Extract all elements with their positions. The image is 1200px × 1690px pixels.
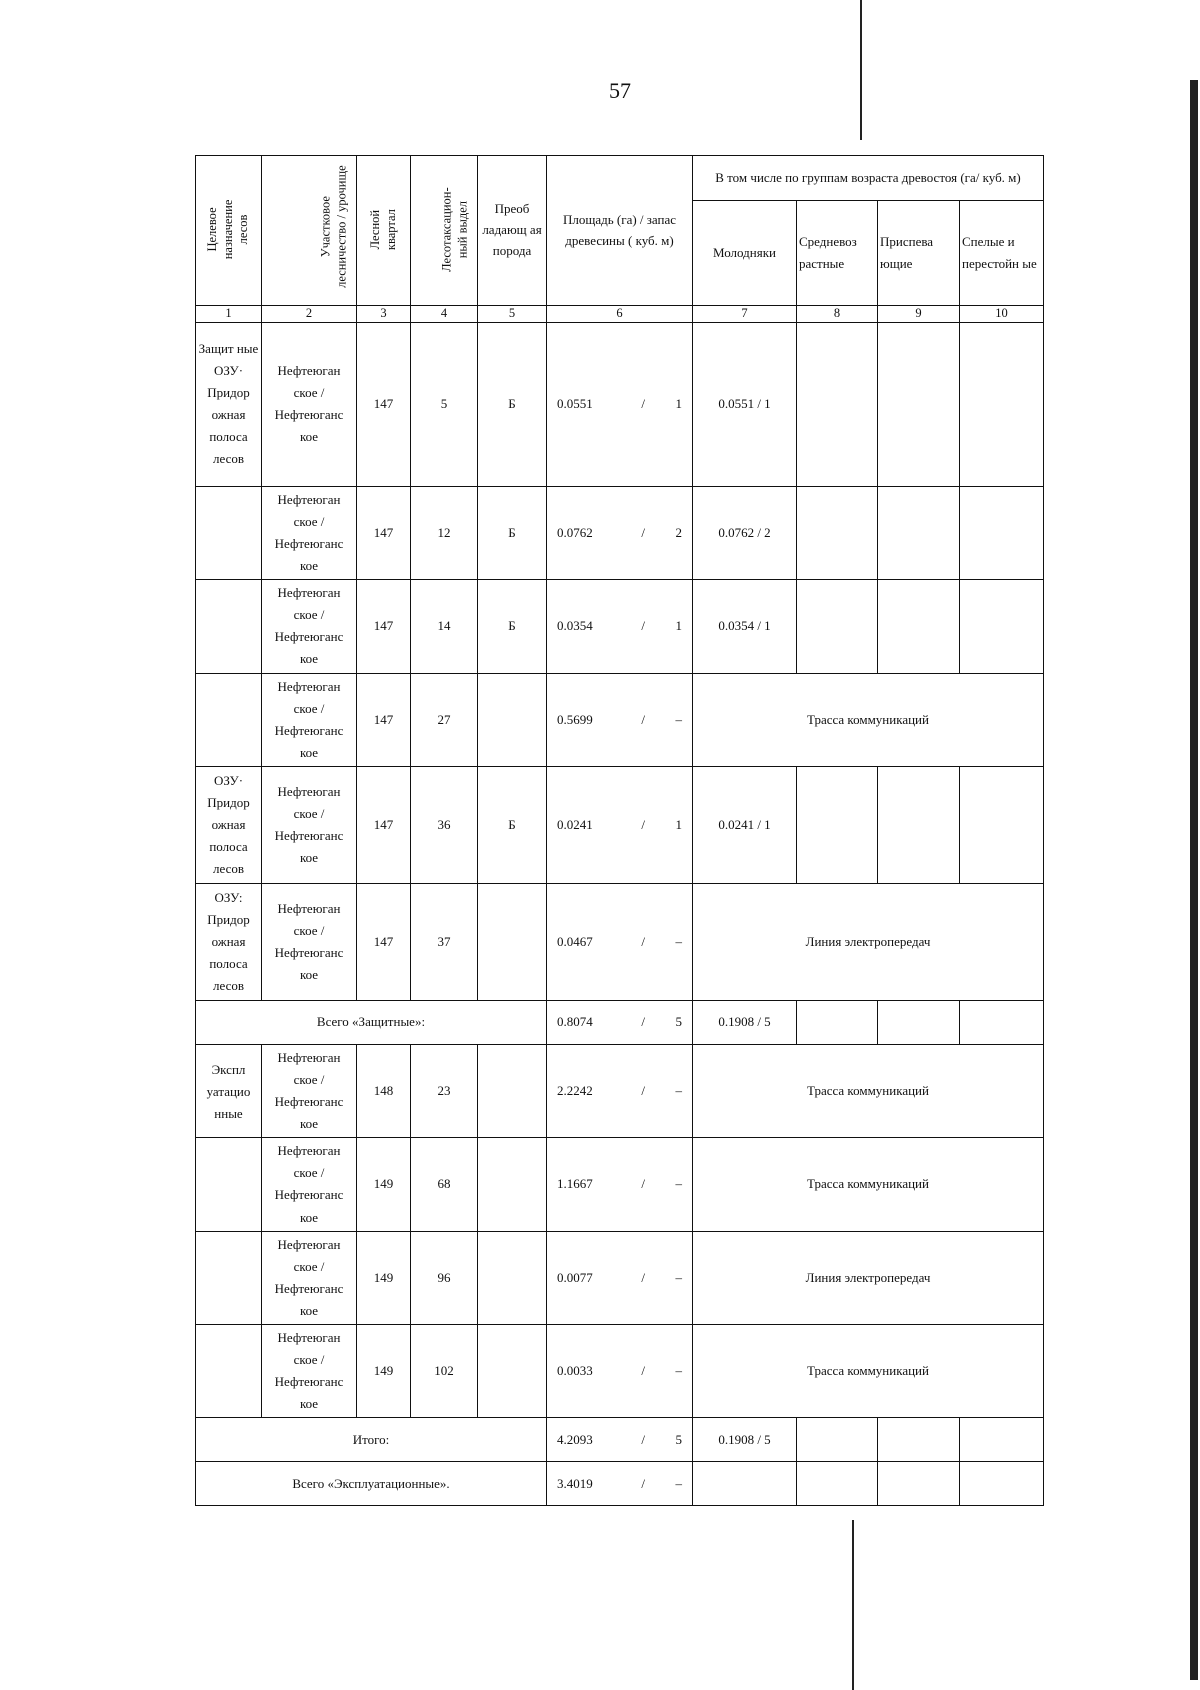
premature-cell: [878, 1418, 960, 1462]
young-cell: 0.1908 / 5: [693, 1418, 797, 1462]
plot-cell: 12: [411, 486, 478, 579]
forestry-cell: Нефтеюган ское / Нефтеюганс кое: [262, 1231, 357, 1324]
species-cell: [478, 1044, 547, 1137]
purpose-cell: [196, 580, 262, 673]
purpose-cell: ОЗУ: Придор ожная полоса лесов: [196, 883, 262, 1000]
purpose-cell: Защит ные ОЗУ· Придор ожная полоса лесов: [196, 322, 262, 486]
quarter-cell: 147: [357, 766, 411, 883]
col-number: 7: [693, 306, 797, 323]
plot-cell: 68: [411, 1138, 478, 1231]
col-number: 6: [547, 306, 693, 323]
header-purpose: Целевое назначение лесов: [196, 156, 262, 306]
table-row: [196, 1325, 1044, 1418]
species-cell: [478, 1325, 547, 1418]
note-cell: Трасса коммуникаций: [693, 1325, 1044, 1418]
young-cell: 0.0551 / 1: [693, 322, 797, 486]
middle-cell: [797, 766, 878, 883]
plot-cell: 102: [411, 1325, 478, 1418]
middle-cell: [797, 322, 878, 486]
area-cell: 0.0762 / 2: [547, 486, 693, 579]
purpose-cell: Экспл уатацио нные: [196, 1044, 262, 1137]
premature-cell: [878, 486, 960, 579]
plot-cell: 27: [411, 673, 478, 766]
area-cell: 3.4019 / –: [547, 1462, 693, 1506]
premature-cell: [878, 580, 960, 673]
area-cell: 0.0354 / 1: [547, 580, 693, 673]
purpose-cell: [196, 1325, 262, 1418]
plot-cell: 37: [411, 883, 478, 1000]
mature-cell: [960, 322, 1044, 486]
species-cell: Б: [478, 580, 547, 673]
col-number: 2: [262, 306, 357, 323]
plot-cell: 36: [411, 766, 478, 883]
purpose-cell: [196, 1231, 262, 1324]
plot-cell: 14: [411, 580, 478, 673]
quarter-cell: 147: [357, 580, 411, 673]
exploit-total-row: [196, 1462, 1044, 1506]
table-row: [196, 580, 1044, 673]
area-cell: 2.2242 / –: [547, 1044, 693, 1137]
mature-cell: [960, 486, 1044, 579]
note-cell: Трасса коммуникаций: [693, 1138, 1044, 1231]
col-number: 10: [960, 306, 1044, 323]
mature-cell: [960, 1000, 1044, 1044]
subtotal-row: [196, 1000, 1044, 1044]
table-row: [196, 1231, 1044, 1324]
note-cell: Линия электропередач: [693, 883, 1044, 1000]
species-cell: Б: [478, 486, 547, 579]
young-cell: 0.0354 / 1: [693, 580, 797, 673]
species-cell: Б: [478, 766, 547, 883]
forest-plots-table: [195, 155, 1044, 1506]
species-cell: [478, 673, 547, 766]
purpose-cell: [196, 486, 262, 579]
middle-cell: [797, 580, 878, 673]
page-number: 57: [609, 78, 631, 103]
note-cell: Трасса коммуникаций: [693, 1044, 1044, 1137]
mature-cell: [960, 1462, 1044, 1506]
area-cell: 0.0033 / –: [547, 1325, 693, 1418]
table-row: [196, 883, 1044, 1000]
header-middle: Средневоз растные: [797, 201, 878, 306]
plot-cell: 23: [411, 1044, 478, 1137]
forestry-cell: Нефтеюган ское / Нефтеюганс кое: [262, 322, 357, 486]
area-cell: 0.0551 / 1: [547, 322, 693, 486]
species-cell: Б: [478, 322, 547, 486]
quarter-cell: 147: [357, 673, 411, 766]
header-species: Преоб ладающ ая порода: [478, 156, 547, 306]
mature-cell: [960, 580, 1044, 673]
col-number: 1: [196, 306, 262, 323]
species-cell: [478, 883, 547, 1000]
header-age-groups: В том числе по группам возраста древостоя (га/ куб. м): [693, 156, 1044, 201]
area-cell: 0.5699 / –: [547, 673, 693, 766]
table-row: [196, 1138, 1044, 1231]
table-row: [196, 766, 1044, 883]
middle-cell: [797, 1418, 878, 1462]
header-quarter: Лесной квартал: [357, 156, 411, 306]
col-number: 4: [411, 306, 478, 323]
forestry-cell: Нефтеюган ское / Нефтеюганс кое: [262, 486, 357, 579]
forestry-cell: Нефтеюган ское / Нефтеюганс кое: [262, 580, 357, 673]
header-plot: Лесотаксацион- ный выдел: [411, 156, 478, 306]
quarter-cell: 147: [357, 883, 411, 1000]
header-forestry: Участковое лесничество / урочище: [262, 156, 357, 306]
table-row: [196, 673, 1044, 766]
forestry-cell: Нефтеюган ское / Нефтеюганс кое: [262, 766, 357, 883]
header-premature: Приспева ющие: [878, 201, 960, 306]
col-number: 5: [478, 306, 547, 323]
col-number: 3: [357, 306, 411, 323]
plot-cell: 5: [411, 322, 478, 486]
note-cell: Трасса коммуникаций: [693, 673, 1044, 766]
col-number: 8: [797, 306, 878, 323]
quarter-cell: 149: [357, 1138, 411, 1231]
header-area: Площадь (га) / запас древесины ( куб. м): [547, 156, 693, 306]
table-row: [196, 1044, 1044, 1137]
total-row: [196, 1418, 1044, 1462]
species-cell: [478, 1231, 547, 1324]
col-number: 9: [878, 306, 960, 323]
young-cell: [693, 1462, 797, 1506]
table-row: [196, 322, 1044, 486]
forestry-cell: Нефтеюган ское / Нефтеюганс кое: [262, 883, 357, 1000]
quarter-cell: 149: [357, 1231, 411, 1324]
column-numbers-row: [196, 306, 1044, 323]
scan-artifact-line: [860, 0, 862, 140]
forestry-cell: Нефтеюган ское / Нефтеюганс кое: [262, 673, 357, 766]
header-young: Молодняки: [693, 201, 797, 306]
area-cell: 0.0077 / –: [547, 1231, 693, 1324]
subtotal-label: Всего «Защитные»:: [196, 1000, 547, 1044]
species-cell: [478, 1138, 547, 1231]
mature-cell: [960, 766, 1044, 883]
area-cell: 0.8074 / 5: [547, 1000, 693, 1044]
quarter-cell: 149: [357, 1325, 411, 1418]
forestry-cell: Нефтеюган ское / Нефтеюганс кое: [262, 1325, 357, 1418]
quarter-cell: 148: [357, 1044, 411, 1137]
header-row: [196, 156, 1044, 201]
premature-cell: [878, 1000, 960, 1044]
premature-cell: [878, 1462, 960, 1506]
exploit-total-label: Всего «Эксплуатационные».: [196, 1462, 547, 1506]
note-cell: Линия электропередач: [693, 1231, 1044, 1324]
area-cell: 1.1667 / –: [547, 1138, 693, 1231]
young-cell: 0.0241 / 1: [693, 766, 797, 883]
premature-cell: [878, 766, 960, 883]
forestry-cell: Нефтеюган ское / Нефтеюганс кое: [262, 1044, 357, 1137]
quarter-cell: 147: [357, 486, 411, 579]
middle-cell: [797, 1462, 878, 1506]
mature-cell: [960, 1418, 1044, 1462]
purpose-cell: [196, 673, 262, 766]
forestry-cell: Нефтеюган ское / Нефтеюганс кое: [262, 1138, 357, 1231]
scan-artifact-line: [852, 1520, 854, 1690]
purpose-cell: ОЗУ· Придор ожная полоса лесов: [196, 766, 262, 883]
quarter-cell: 147: [357, 322, 411, 486]
header-mature: Спелые и перестойн ые: [960, 201, 1044, 306]
scan-artifact-line: [1190, 80, 1198, 1680]
table-row: [196, 486, 1044, 579]
area-cell: 0.0241 / 1: [547, 766, 693, 883]
middle-cell: [797, 486, 878, 579]
young-cell: 0.1908 / 5: [693, 1000, 797, 1044]
young-cell: 0.0762 / 2: [693, 486, 797, 579]
purpose-cell: [196, 1138, 262, 1231]
middle-cell: [797, 1000, 878, 1044]
total-label: Итого:: [196, 1418, 547, 1462]
area-cell: 0.0467 / –: [547, 883, 693, 1000]
premature-cell: [878, 322, 960, 486]
plot-cell: 96: [411, 1231, 478, 1324]
area-cell: 4.2093 / 5: [547, 1418, 693, 1462]
